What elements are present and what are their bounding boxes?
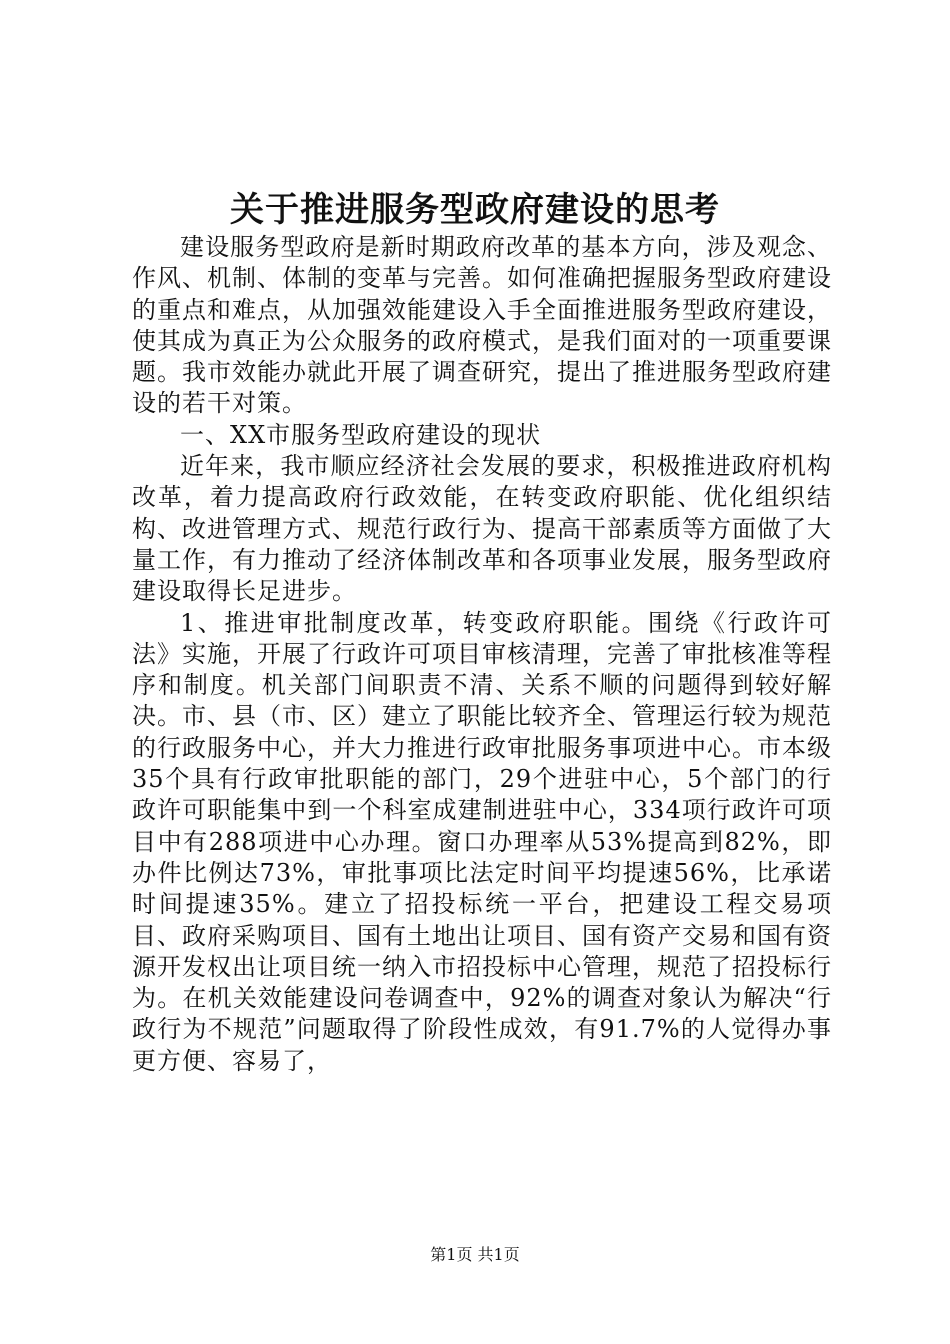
page-footer: 第1页 共1页 bbox=[430, 1245, 520, 1264]
section-heading-1: 一、XX市服务型政府建设的现状 bbox=[180, 420, 542, 449]
document-title: 关于推进服务型政府建设的思考 bbox=[230, 190, 720, 230]
paragraph-status: 近年来，我市顺应经济社会发展的要求，积极推进政府机构改革，着力提高政府行政效能，在转变政府职能、优化组织结构、改进管理方式、规范行政行为、提高干部素质等方面做了大量工作，有力推动了经济体制改革和各项事业发展，服务型政府建设取得长足进步。 bbox=[132, 452, 832, 606]
paragraph-intro: 建设服务型政府是新时期政府改革的基本方向，涉及观念、作风、机制、体制的变革与完善。如何准确把握服务型政府建设的重点和难点，从加强效能建设入手全面推进服务型政府建设，使其成为真正为公众服务的政府模式，是我们面对的一项重要课题。我市效能办就此开展了调查研究，提出了推进服务型政府建设的若干对策。 bbox=[132, 233, 832, 418]
document-body bbox=[132, 232, 832, 1077]
paragraph-item-1: 1、推进审批制度改革，转变政府职能。围绕《行政许可法》实施，开展了行政许可项目审核清理，完善了审批核准等程序和制度。机关部门间职责不清、关系不顺的问题得到较好解决。市、县（市、区）建立了职能比较齐全、管理运行较为规范的行政服务中心，并大力推进行政审批服务事项进中心。市本级35个具有行政审批职能的部门，29个进驻中心，5个部门的行政许可职能集中到一个科室成建制进驻中心，334项行政许可项目中有288项进中心办理。窗口办理率从53%提高到82%，即办件比例达73%，审批事项比法定时间平均提速56%，比承诺时间提速35%。建立了招投标统一平台，把建设工程交易项目、政府采购项目、国有土地出让项目、国有资产交易和国有资源开发权出让项目统一纳入市招投标中心管理，规范了招投标行为。在机关效能建设问卷调查中，92%的调查对象认为解决“行政行为不规范”问题取得了阶段性成效，有91.7%的人觉得办事更方便、容易了， bbox=[132, 608, 832, 1075]
